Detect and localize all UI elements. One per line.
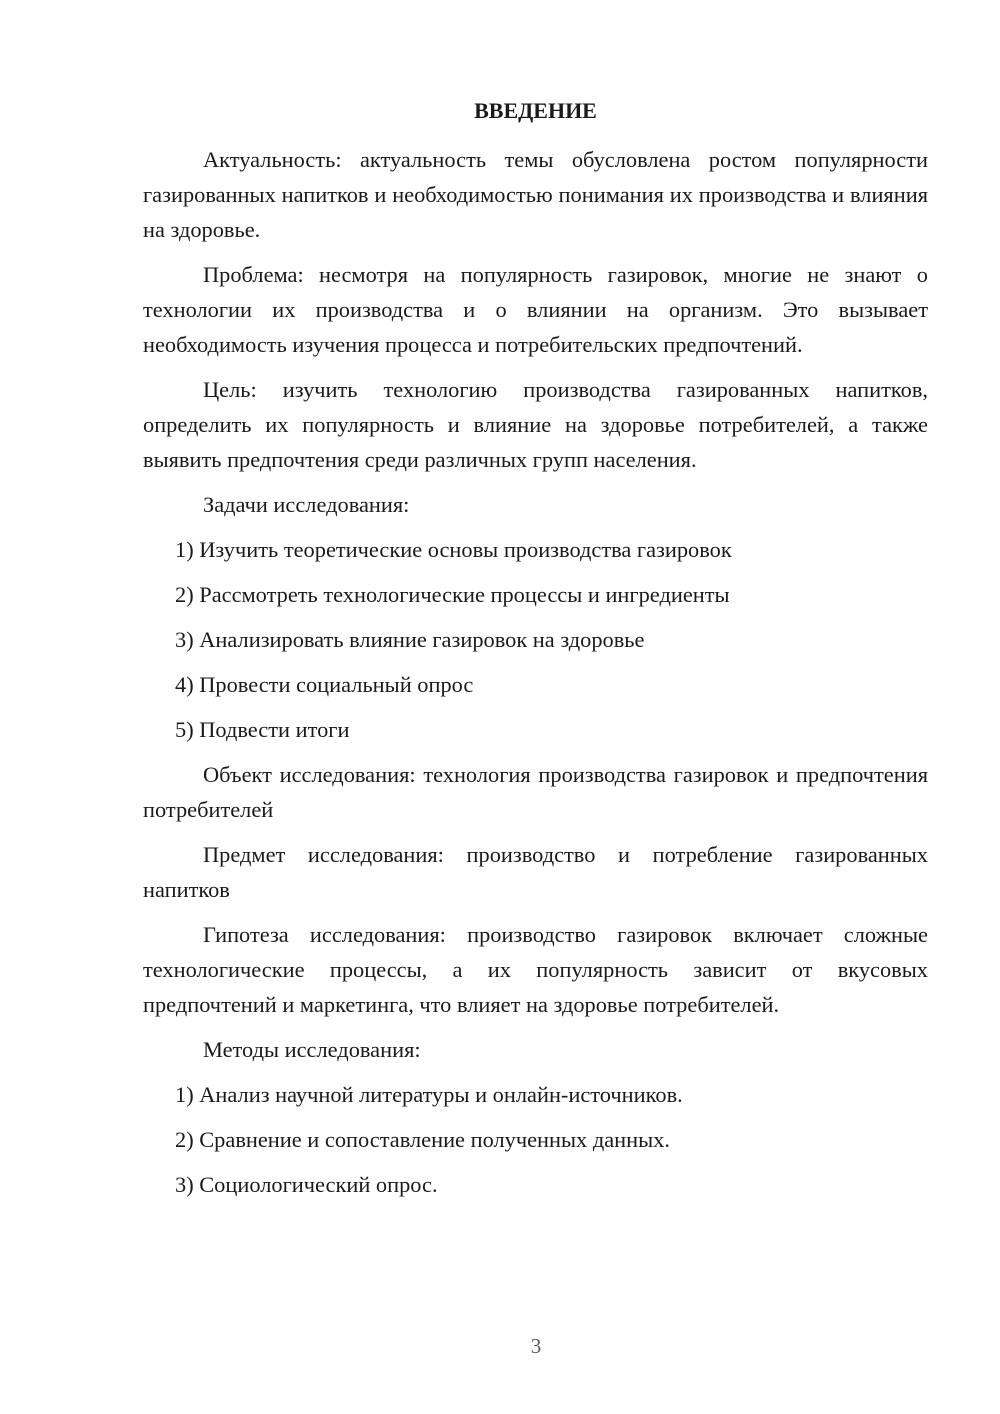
object-paragraph: Объект исследования: технология производства газировок и предпочтения потребителей [143,762,928,822]
task-item: 2) Рассмотреть технологические процессы и ингредиенты [175,582,730,607]
goal-paragraph: Цель: изучить технологию производства газированных напитков, определить их популярность и влияние на здоровье потребителей, а также выявить предпочтения среди различных групп населения. [143,377,928,472]
methods-list [143,1077,928,1202]
tasks-list [143,532,928,747]
task-item: 5) Подвести итоги [175,717,350,742]
hypothesis-paragraph: Гипотеза исследования: производство газировок включает сложные технологические процессы, а их популярность зависит от вкусовых предпочтений и маркетинга, что влияет на здоровье потребителей. [143,922,928,1017]
page-title: ВВЕДЕНИЕ [474,98,597,123]
relevance-paragraph: Актуальность: актуальность темы обусловлена ростом популярности газированных напитков и необходимостью понимания их производства и влияния на здоровье. [143,147,928,242]
task-item: 3) Анализировать влияние газировок на здоровье [175,627,645,652]
method-item: 3) Социологический опрос. [175,1172,438,1197]
problem-paragraph: Проблема: несмотря на популярность газировок, многие не знают о технологии их производства и о влиянии на организм. Это вызывает необходимость изучения процесса и потребительских предпочтений. [143,262,928,357]
page-content [143,142,928,1212]
methods-label: Методы исследования: [203,1037,421,1062]
page-number: 3 [530,1334,542,1358]
method-item: 2) Сравнение и сопоставление полученных данных. [175,1127,670,1152]
tasks-label: Задачи исследования: [203,492,410,517]
subject-paragraph: Предмет исследования: производство и потребление газированных напитков [143,842,928,902]
method-item: 1) Анализ научной литературы и онлайн-источников. [175,1082,683,1107]
task-item: 4) Провести социальный опрос [175,672,474,697]
task-item: 1) Изучить теоретические основы производства газировок [175,537,732,562]
